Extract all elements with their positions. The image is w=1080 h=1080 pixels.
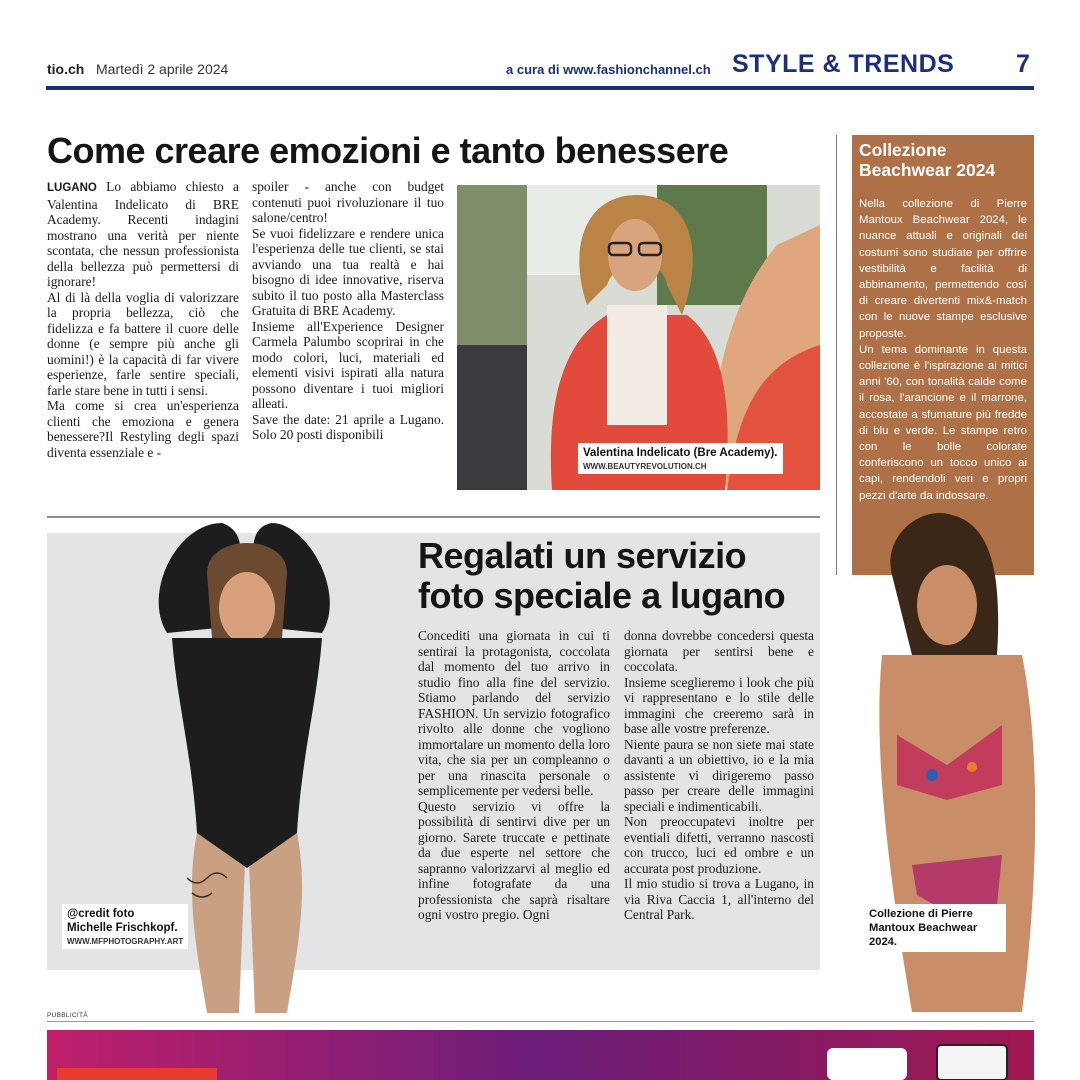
article1-column-1 [47, 179, 239, 460]
issue-date: Martedì 2 aprile 2024 [96, 61, 229, 77]
article-divider [47, 516, 820, 518]
advertisement-banner [47, 1030, 1034, 1080]
sidebar-caption [864, 904, 1006, 952]
article1-paragraph: Se vuoi fidelizzare e rendere unica l'esperienza delle tue clienti, se stai avviando una tua realtà e hai bisogno di idee innovative, riserva subito il tuo posto alla Masterclass Gratuita di BRE Academy. [252, 225, 444, 318]
header-rule [46, 86, 1034, 90]
article1-paragraph [47, 179, 239, 290]
section-title: STYLE & TRENDS [732, 50, 955, 78]
article1-paragraph: Ma come si crea un'esperienza clienti che emoziona e genera benessere?Il Restyling degli spazi diventa essenziale e - [47, 398, 239, 460]
article2-paragraph: donna dovrebbe concedersi questa giornata per sentirsi bene e coccolata. [624, 628, 814, 674]
article2-paragraph: Questo servizio vi offre la possibilità di sentirvi dive per un giorno. Sarete truccate e pettinate da due esperte nel settore che sapranno valorizzarvi al meglio ed infine fotografate da una professionista che saprà risaltare ogni vostro pregio. Ogni [418, 798, 610, 922]
article2-paragraph: Concediti una giornata in cui ti sentirai la protagonista, coccolata dal momento del tuo arrivo in studio fino alla fine del servizio. Stiamo parlando del servizio FASHION. Un servizio fotografico rivolto alle donne che vogliono immortalare un momento della loro vita, che sia per un compleanno o per una rinascita personale o semplicemente per vedersi belle. [418, 628, 610, 798]
sidebar-title: Collezione Beachwear 2024 [859, 140, 996, 180]
portrait-caption [578, 443, 783, 474]
photo-credit [62, 904, 188, 949]
footer-rule [47, 1021, 1034, 1022]
article1-dateline: LUGANO [47, 182, 97, 194]
portrait-caption-url: WWW.BEAUTYREVOLUTION.CH [583, 462, 707, 471]
photo-credit-label: @credit foto [67, 908, 135, 920]
article1-paragraph: Al di là della voglia di valorizzare la propria bellezza, ciò che fidelizza e fa battere il cuore delle donne (e sempre più anche gli uomini!) è la capacità di far vivere esperienze, farle sentire speciali, farle stare bene in tutti i sensi. [47, 289, 239, 398]
article1-title: Come creare emozioni e tanto benessere [47, 130, 729, 171]
photo-credit-name: Michelle Frischkopf. [67, 922, 178, 934]
article2-paragraph: Il mio studio si trova a Lugano, in via Riva Caccia 1, all'interno del Central Park. [624, 876, 814, 922]
masthead-site: tio.ch [47, 61, 85, 77]
photo-credit-url: WWW.MFPHOTOGRAPHY.ART [67, 937, 184, 946]
portrait-caption-name: Valentina Indelicato (Bre Academy). [583, 447, 778, 459]
sidebar-caption-text: Collezione di Pierre Mantoux Beachwear 2024. [869, 908, 978, 948]
article2-column-1 [418, 628, 610, 923]
article1-paragraph: Save the date: 21 aprile a Lugano. Solo 20 posti disponibili [252, 411, 444, 442]
sidebar-paragraph: Un tema dominante in questa collezione è l'ispirazione ai mitici anni '60, con tonalità calde come il rosa, l'arancione e il marrone, accostate a sfumature più fredde di blu e verde. Le stampe retro con le bolle colorate conferiscono un tocco unico ai capi, rendendoli veri e propri pezzi d'arte da indossare. [859, 343, 1027, 502]
article1-column-2 [252, 179, 444, 443]
article2-paragraph: Non preoccupatevi inoltre per eventiali difetti, verranno nascosti con trucco, luci ed ombre e un accurata post produzione. [624, 814, 814, 876]
article2-paragraph: Insieme sceglieremo i look che più vi rappresentano e lo stile delle immagini che creeremo sarà in base alle vostre preferenze. [624, 674, 814, 736]
article1-paragraph: spoiler - anche con budget contenuti puoi rivoluzionare il tuo salone/centro! [252, 179, 444, 225]
sidebar-text [859, 196, 1027, 504]
advertisement-graphic [47, 1030, 1034, 1080]
article2-column-2 [624, 628, 814, 923]
article1-paragraph-text: Lo abbiamo chiesto a Valentina Indelicato di BRE Academy. Recenti indagini mostrano una verità per niente scontata, che nessun professionista della bellezza può permettersi di ignorare! [47, 179, 239, 289]
advertising-label: PUBBLICITÀ [47, 1012, 88, 1019]
article1-paragraph: Insieme all'Experience Designer Carmela Palumbo scoprirai in che modo colori, luci, materiali ed elementi visivi ispirati alla natura possono diventare i tuoi migliori alleati. [252, 318, 444, 411]
sidebar-paragraph: Nella collezione di Pierre Mantoux Beachwear 2024, le nuance attuali e originali dei costumi sono studiate per offrire vestibilità e facilità di abbinamento, permettendo così di creare divertenti mix&-match con le nuove stampe esclusive proposte. [859, 198, 1027, 340]
section-credit: a cura di www.fashionchannel.ch [506, 62, 711, 77]
article2-title: Regalati un servizio foto speciale a lugano [418, 535, 786, 616]
page-number: 7 [1016, 50, 1030, 78]
article2-paragraph: Niente paura se non siete mai state davanti a un obiettivo, io e la mia assistente vi dirigeremo passo passo per creare delle immagini speciali e indimenticabili. [624, 736, 814, 814]
